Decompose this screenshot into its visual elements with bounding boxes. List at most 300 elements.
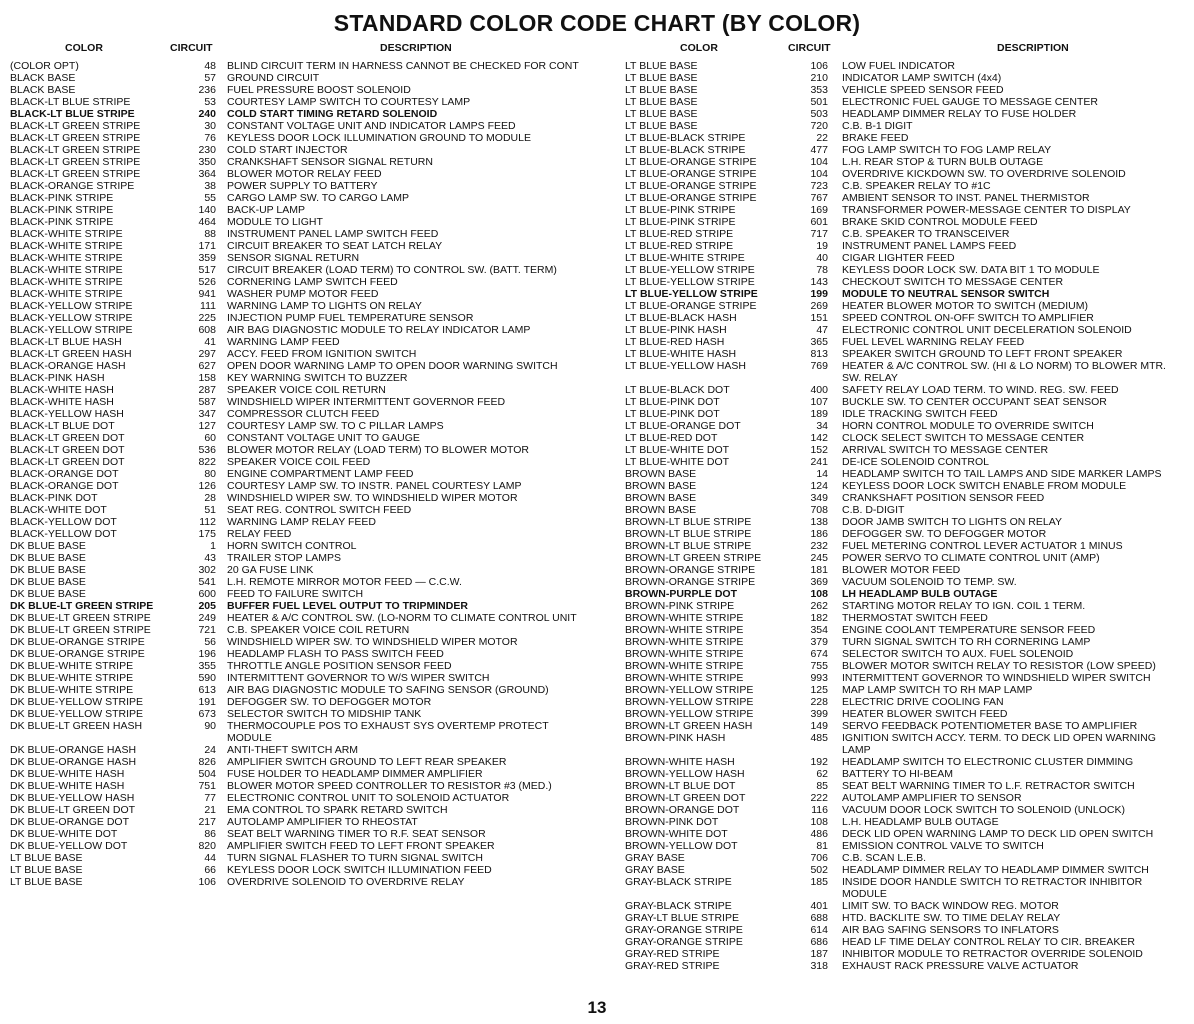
circuit-cell: 613 — [198, 684, 216, 696]
circuit-cell: 171 — [198, 240, 216, 252]
circuit-cell: 364 — [198, 168, 216, 180]
page-number: 13 — [587, 998, 607, 1017]
description-cell: BUFFER FUEL LEVEL OUTPUT TO TRIPMINDER — [227, 600, 468, 612]
table-row — [625, 480, 1185, 492]
color-cell: BLACK-LT GREEN HASH — [10, 348, 132, 360]
table-row — [625, 624, 1185, 636]
circuit-cell: 111 — [200, 300, 216, 312]
table-row — [625, 360, 1185, 384]
table-row — [625, 660, 1185, 672]
color-cell: BLACK-YELLOW HASH — [10, 408, 124, 420]
color-cell: BLACK-YELLOW STRIPE — [10, 324, 133, 336]
description-cell: AIR BAG SAFING SENSORS TO INFLATORS — [842, 924, 1059, 936]
circuit-cell: 19 — [816, 240, 828, 252]
description-cell: CIGAR LIGHTER FEED — [842, 252, 955, 264]
description-cell: ENGINE COOLANT TEMPERATURE SENSOR FEED — [842, 624, 1096, 636]
table-row — [10, 456, 595, 468]
description-cell: ANTI-THEFT SWITCH ARM — [227, 744, 359, 756]
description-cell: SEAT REG. CONTROL SWITCH FEED — [227, 504, 412, 516]
description-cell: KEYLESS DOOR LOCK ILLUMINATION GROUND TO MODULE — [227, 132, 531, 144]
circuit-cell: 196 — [198, 648, 216, 660]
description-cell: SPEAKER VOICE COIL RETURN — [227, 384, 386, 396]
circuit-cell: 822 — [198, 456, 216, 468]
description-cell: SELECTOR SWITCH TO MIDSHIP TANK — [227, 708, 422, 720]
table-row — [10, 600, 595, 612]
color-cell: DK BLUE BASE — [10, 576, 86, 588]
table-row — [10, 744, 595, 756]
table-row — [625, 960, 1185, 972]
table-row — [625, 396, 1185, 408]
description-cell: KEYLESS DOOR LOCK SWITCH ENABLE FROM MODULE — [842, 480, 1127, 492]
color-cell: LT BLUE-BLACK DOT — [625, 384, 730, 396]
table-row — [10, 564, 595, 576]
circuit-cell: 228 — [810, 696, 828, 708]
table-row — [625, 684, 1185, 696]
color-cell: BROWN BASE — [625, 492, 697, 504]
circuit-cell: 517 — [198, 264, 216, 276]
circuit-cell: 191 — [198, 696, 216, 708]
table-row — [625, 636, 1185, 648]
table-row — [625, 456, 1185, 468]
color-cell: BROWN-WHITE DOT — [625, 828, 728, 840]
circuit-cell: 175 — [198, 528, 216, 540]
color-cell: LT BLUE-ORANGE STRIPE — [625, 168, 757, 180]
circuit-cell: 601 — [810, 216, 828, 228]
description-cell: C.B. B-1 DIGIT — [842, 120, 913, 132]
color-cell: LT BLUE-ORANGE STRIPE — [625, 180, 757, 192]
description-cell: MAP LAMP SWITCH TO RH MAP LAMP — [842, 684, 1033, 696]
table-row — [625, 936, 1185, 948]
color-cell: BROWN-ORANGE STRIPE — [625, 576, 756, 588]
description-cell: FUSE HOLDER TO HEADLAMP DIMMER AMPLIFIER — [227, 768, 483, 780]
circuit-cell: 186 — [810, 528, 828, 540]
table-row — [625, 60, 1185, 72]
table-row — [10, 180, 595, 192]
description-cell: RELAY FEED — [227, 528, 292, 540]
color-cell: LT BLUE-ORANGE DOT — [625, 420, 741, 432]
circuit-cell: 674 — [810, 648, 828, 660]
color-cell: GRAY-ORANGE STRIPE — [625, 936, 743, 948]
circuit-cell: 210 — [810, 72, 828, 84]
description-cell: ELECTRIC DRIVE COOLING FAN — [842, 696, 1004, 708]
color-cell: BROWN-WHITE HASH — [625, 756, 735, 768]
table-row — [625, 864, 1185, 876]
color-cell: BROWN-WHITE STRIPE — [625, 624, 744, 636]
color-cell: GRAY-RED STRIPE — [625, 960, 720, 972]
description-cell: ELECTRONIC CONTROL UNIT DECELERATION SOLENOID — [842, 324, 1132, 336]
table-row — [625, 564, 1185, 576]
table-row — [10, 396, 595, 408]
description-cell: BRAKE FEED — [842, 132, 909, 144]
description-cell: HEATER BLOWER MOTOR TO SWITCH (MEDIUM) — [842, 300, 1088, 312]
color-cell: BROWN-WHITE STRIPE — [625, 636, 744, 648]
description-cell: DEFOGGER SW. TO DEFOGGER MOTOR — [842, 528, 1047, 540]
circuit-cell: 24 — [204, 744, 216, 756]
description-cell: CONSTANT VOLTAGE UNIT AND INDICATOR LAMPS FEED — [227, 120, 516, 132]
description-cell: L.H. HEADLAMP BULB OUTAGE — [842, 816, 999, 828]
table-row — [625, 384, 1185, 396]
description-cell: HTD. BACKLITE SW. TO TIME DELAY RELAY — [842, 912, 1061, 924]
description-cell: TURN SIGNAL FLASHER TO TURN SIGNAL SWITCH — [227, 852, 483, 864]
description-cell: WINDSHIELD WIPER SW. TO WINDSHIELD WIPER MOTOR — [227, 636, 518, 648]
color-cell: BROWN-PURPLE DOT — [625, 588, 737, 600]
description-cell: SELECTOR SWITCH TO AUX. FUEL SOLENOID — [842, 648, 1074, 660]
description-cell: COURTESY LAMP SW. TO INSTR. PANEL COURTESY LAMP — [227, 480, 522, 492]
circuit-cell: 104 — [810, 156, 828, 168]
color-cell: LT BLUE-BLACK STRIPE — [625, 132, 746, 144]
description-cell: COLD START INJECTOR — [227, 144, 348, 156]
circuit-cell: 126 — [198, 480, 216, 492]
right-column — [625, 42, 1185, 972]
color-cell: BLACK-LT GREEN DOT — [10, 456, 125, 468]
color-cell: BROWN-LT GREEN STRIPE — [625, 552, 762, 564]
right-rows — [625, 60, 1185, 972]
table-row — [10, 828, 595, 840]
description-cell: ARRIVAL SWITCH TO MESSAGE CENTER — [842, 444, 1049, 456]
description-cell: CARGO LAMP SW. TO CARGO LAMP — [227, 192, 410, 204]
color-cell: BLACK-YELLOW DOT — [10, 528, 117, 540]
description-cell: TRAILER STOP LAMPS — [227, 552, 341, 564]
circuit-cell: 347 — [198, 408, 216, 420]
description-cell: DEFOGGER SW. TO DEFOGGER MOTOR — [227, 696, 432, 708]
circuit-cell: 587 — [198, 396, 216, 408]
table-row — [10, 852, 595, 864]
color-cell: BLACK-WHITE DOT — [10, 504, 107, 516]
table-row — [10, 420, 595, 432]
circuit-cell: 608 — [198, 324, 216, 336]
table-row — [625, 84, 1185, 96]
circuit-cell: 501 — [810, 96, 828, 108]
circuit-cell: 185 — [810, 876, 828, 888]
table-row — [10, 720, 595, 744]
color-header: COLOR — [65, 42, 103, 54]
color-cell: BROWN-YELLOW STRIPE — [625, 708, 754, 720]
circuit-cell: 47 — [816, 324, 828, 336]
description-cell: AMPLIFIER SWITCH GROUND TO LEFT REAR SPEAKER — [227, 756, 507, 768]
table-row — [10, 432, 595, 444]
description-cell: INJECTION PUMP FUEL TEMPERATURE SENSOR — [227, 312, 474, 324]
color-cell: BROWN-LT BLUE DOT — [625, 780, 736, 792]
description-cell: GROUND CIRCUIT — [227, 72, 320, 84]
color-cell: BROWN BASE — [625, 468, 697, 480]
circuit-cell: 399 — [810, 708, 828, 720]
table-row — [10, 504, 595, 516]
color-cell: LT BLUE BASE — [10, 864, 83, 876]
table-row — [10, 72, 595, 84]
color-cell: DK BLUE-WHITE HASH — [10, 780, 125, 792]
color-cell: GRAY-BLACK STRIPE — [625, 900, 732, 912]
circuit-cell: 108 — [810, 816, 828, 828]
color-cell: BLACK-ORANGE STRIPE — [10, 180, 135, 192]
color-cell: BLACK-LT BLUE DOT — [10, 420, 115, 432]
table-row — [625, 672, 1185, 684]
table-row — [10, 648, 595, 660]
table-row — [10, 876, 595, 888]
color-cell: LT BLUE-RED STRIPE — [625, 228, 734, 240]
table-row — [625, 168, 1185, 180]
circuit-cell: 76 — [204, 132, 216, 144]
color-cell: DK BLUE-ORANGE DOT — [10, 816, 130, 828]
description-cell: INSIDE DOOR HANDLE SWITCH TO RETRACTOR INHIBITOR MODULE — [842, 876, 1143, 900]
description-cell: INTERMITTENT GOVERNOR TO W/S WIPER SWITCH — [227, 672, 490, 684]
table-row — [10, 372, 595, 384]
description-cell: SPEED CONTROL ON-OFF SWITCH TO AMPLIFIER — [842, 312, 1094, 324]
circuit-cell: 717 — [810, 228, 828, 240]
color-cell: BROWN-ORANGE DOT — [625, 804, 740, 816]
circuit-cell: 143 — [810, 276, 828, 288]
description-cell: SENSOR SIGNAL RETURN — [227, 252, 360, 264]
description-cell: VACUUM SOLENOID TO TEMP. SW. — [842, 576, 1017, 588]
color-cell: BROWN BASE — [625, 504, 697, 516]
circuit-cell: 151 — [810, 312, 828, 324]
circuit-cell: 688 — [810, 912, 828, 924]
table-row — [10, 204, 595, 216]
circuit-cell: 941 — [198, 288, 216, 300]
color-cell: BROWN-PINK STRIPE — [625, 600, 735, 612]
table-row — [10, 144, 595, 156]
description-cell: C.B. SCAN L.E.B. — [842, 852, 927, 864]
left-rows — [10, 60, 595, 888]
description-cell: INSTRUMENT PANEL LAMPS FEED — [842, 240, 1017, 252]
circuit-cell: 181 — [810, 564, 828, 576]
color-cell: DK BLUE-ORANGE HASH — [10, 756, 137, 768]
description-cell: FOG LAMP SWITCH TO FOG LAMP RELAY — [842, 144, 1052, 156]
color-cell: BLACK-YELLOW STRIPE — [10, 300, 133, 312]
table-row — [625, 828, 1185, 840]
circuit-cell: 769 — [810, 360, 828, 372]
color-cell: LT BLUE-WHITE STRIPE — [625, 252, 745, 264]
color-cell: BLACK-YELLOW STRIPE — [10, 312, 133, 324]
circuit-cell: 22 — [816, 132, 828, 144]
description-cell: POWER SUPPLY TO BATTERY — [227, 180, 378, 192]
circuit-cell: 353 — [810, 84, 828, 96]
description-cell: SPEAKER VOICE COIL FEED — [227, 456, 371, 468]
table-row — [10, 240, 595, 252]
circuit-cell: 169 — [810, 204, 828, 216]
description-cell: WARNING LAMP FEED — [227, 336, 340, 348]
table-row — [625, 228, 1185, 240]
table-row — [10, 816, 595, 828]
color-cell: LT BLUE BASE — [625, 60, 698, 72]
circuit-cell: 723 — [810, 180, 828, 192]
circuit-cell: 217 — [198, 816, 216, 828]
color-cell: DK BLUE-LT GREEN DOT — [10, 804, 136, 816]
description-cell: DE-ICE SOLENOID CONTROL — [842, 456, 990, 468]
description-cell: HEATER & A/C CONTROL SW. (HI & LO NORM) TO BLOWER MTR. SW. RELAY — [842, 360, 1166, 384]
circuit-cell: 401 — [810, 900, 828, 912]
circuit-cell: 485 — [810, 732, 828, 744]
circuit-cell: 369 — [810, 576, 828, 588]
color-cell: DK BLUE-YELLOW STRIPE — [10, 696, 144, 708]
description-cell: FUEL PRESSURE BOOST SOLENOID — [227, 84, 411, 96]
color-cell: BLACK-LT GREEN DOT — [10, 444, 125, 456]
table-row — [625, 696, 1185, 708]
description-cell: C.B. D-DIGIT — [842, 504, 905, 516]
table-row — [625, 252, 1185, 264]
circuit-cell: 57 — [204, 72, 216, 84]
description-cell: HEADLAMP FLASH TO PASS SWITCH FEED — [227, 648, 444, 660]
description-cell: HEATER & A/C CONTROL SW. (LO-NORM TO CLIMATE CONTROL UNIT — [227, 612, 577, 624]
circuit-cell: 706 — [810, 852, 828, 864]
circuit-cell: 112 — [199, 516, 216, 528]
description-cell: FEED TO FAILURE SWITCH — [227, 588, 364, 600]
description-cell: SERVO FEEDBACK POTENTIOMETER BASE TO AMPLIFIER — [842, 720, 1138, 732]
color-cell: LT BLUE BASE — [10, 876, 83, 888]
description-cell: WARNING LAMP RELAY FEED — [227, 516, 376, 528]
circuit-cell: 230 — [198, 144, 216, 156]
color-cell: BLACK-LT GREEN STRIPE — [10, 120, 141, 132]
description-cell: HEAD LF TIME DELAY CONTROL RELAY TO CIR. BREAKER — [842, 936, 1135, 948]
table-row — [625, 924, 1185, 936]
table-row — [625, 132, 1185, 144]
table-row — [625, 264, 1185, 276]
color-cell: LT BLUE-PINK DOT — [625, 396, 720, 408]
circuit-cell: 90 — [204, 720, 216, 732]
circuit-cell: 158 — [198, 372, 216, 384]
table-row — [10, 168, 595, 180]
description-cell: COMPRESSOR CLUTCH FEED — [227, 408, 380, 420]
circuit-cell: 686 — [810, 936, 828, 948]
table-row — [10, 684, 595, 696]
circuit-cell: 108 — [810, 588, 828, 600]
circuit-cell: 504 — [198, 768, 216, 780]
circuit-cell: 755 — [810, 660, 828, 672]
color-cell: DK BLUE BASE — [10, 540, 86, 552]
color-cell: BLACK-PINK HASH — [10, 372, 105, 384]
table-row — [10, 156, 595, 168]
description-cell: AIR BAG DIAGNOSTIC MODULE TO RELAY INDICATOR LAMP — [227, 324, 531, 336]
color-cell: LT BLUE-YELLOW HASH — [625, 360, 746, 372]
description-cell: LOW FUEL INDICATOR — [842, 60, 955, 72]
color-cell: BLACK-WHITE HASH — [10, 396, 114, 408]
color-cell: LT BLUE BASE — [625, 120, 698, 132]
circuit-cell: 993 — [810, 672, 828, 684]
circuit-header: CIRCUIT — [170, 42, 213, 54]
description-cell: INDICATOR LAMP SWITCH (4x4) — [842, 72, 1002, 84]
table-row — [625, 72, 1185, 84]
circuit-cell: 359 — [198, 252, 216, 264]
color-cell: BLACK-WHITE STRIPE — [10, 240, 123, 252]
color-cell: GRAY BASE — [625, 864, 685, 876]
circuit-cell: 81 — [816, 840, 828, 852]
color-cell: LT BLUE-PINK DOT — [625, 408, 720, 420]
description-cell: WINDSHIELD WIPER INTERMITTENT GOVERNOR FEED — [227, 396, 506, 408]
color-cell: BLACK-ORANGE DOT — [10, 480, 119, 492]
table-row — [625, 648, 1185, 660]
description-cell: CRANKSHAFT SENSOR SIGNAL RETURN — [227, 156, 433, 168]
description-cell: DOOR JAMB SWITCH TO LIGHTS ON RELAY — [842, 516, 1062, 528]
circuit-cell: 503 — [810, 108, 828, 120]
circuit-cell: 721 — [198, 624, 216, 636]
description-cell: LH HEADLAMP BULB OUTAGE — [842, 588, 998, 600]
circuit-cell: 526 — [198, 276, 216, 288]
description-cell: L.H. REMOTE MIRROR MOTOR FEED — C.C.W. — [227, 576, 462, 588]
circuit-cell: 182 — [810, 612, 828, 624]
circuit-cell: 365 — [810, 336, 828, 348]
description-cell: VACUUM DOOR LOCK SWITCH TO SOLENOID (UNLOCK) — [842, 804, 1125, 816]
table-row — [10, 696, 595, 708]
description-cell: OVERDRIVE KICKDOWN SW. TO OVERDRIVE SOLENOID — [842, 168, 1126, 180]
table-row — [625, 600, 1185, 612]
color-cell: GRAY-LT BLUE STRIPE — [625, 912, 739, 924]
description-cell: HEADLAMP DIMMER RELAY TO HEADLAMP DIMMER SWITCH — [842, 864, 1149, 876]
description-cell: CIRCUIT BREAKER TO SEAT LATCH RELAY — [227, 240, 443, 252]
description-cell: TURN SIGNAL SWITCH TO RH CORNERING LAMP — [842, 636, 1091, 648]
table-row — [10, 624, 595, 636]
description-cell: KEYLESS DOOR LOCK SWITCH ILLUMINATION FEED — [227, 864, 492, 876]
circuit-cell: 205 — [198, 600, 216, 612]
table-row — [10, 672, 595, 684]
table-row — [625, 900, 1185, 912]
description-cell: HEADLAMP SWITCH TO TAIL LAMPS AND SIDE MARKER LAMPS — [842, 468, 1162, 480]
table-row — [10, 540, 595, 552]
circuit-cell: 379 — [810, 636, 828, 648]
table-row — [625, 120, 1185, 132]
table-row — [625, 528, 1185, 540]
description-cell: STARTING MOTOR RELAY TO IGN. COIL 1 TERM. — [842, 600, 1086, 612]
color-cell: BROWN-ORANGE STRIPE — [625, 564, 756, 576]
table-row — [625, 816, 1185, 828]
table-row — [10, 108, 595, 120]
description-cell: FUEL METERING CONTROL LEVER ACTUATOR 1 MINUS — [842, 540, 1123, 552]
description-cell: CRANKSHAFT POSITION SENSOR FEED — [842, 492, 1045, 504]
color-cell: BLACK-WHITE HASH — [10, 384, 114, 396]
table-row — [625, 240, 1185, 252]
color-cell: GRAY BASE — [625, 852, 685, 864]
table-row — [10, 792, 595, 804]
description-cell: INTERMITTENT GOVERNOR TO WINDSHIELD WIPER SWITCH — [842, 672, 1151, 684]
color-cell: DK BLUE BASE — [10, 588, 86, 600]
description-cell: KEYLESS DOOR LOCK SW. DATA BIT 1 TO MODULE — [842, 264, 1100, 276]
circuit-cell: 28 — [204, 492, 216, 504]
circuit-cell: 222 — [810, 792, 828, 804]
color-cell: LT BLUE-ORANGE STRIPE — [625, 300, 757, 312]
color-cell: DK BLUE-ORANGE STRIPE — [10, 648, 145, 660]
table-row — [625, 324, 1185, 336]
circuit-cell: 541 — [198, 576, 216, 588]
circuit-cell: 590 — [198, 672, 216, 684]
description-cell: BATTERY TO HI-BEAM — [842, 768, 954, 780]
table-row — [625, 156, 1185, 168]
circuit-cell: 140 — [198, 204, 216, 216]
description-cell: L.H. REAR STOP & TURN BULB OUTAGE — [842, 156, 1044, 168]
circuit-cell: 14 — [816, 468, 828, 480]
circuit-cell: 269 — [810, 300, 828, 312]
circuit-cell: 80 — [204, 468, 216, 480]
color-cell: BLACK-ORANGE DOT — [10, 468, 119, 480]
color-cell: LT BLUE-YELLOW STRIPE — [625, 276, 755, 288]
description-cell: IGNITION SWITCH ACCY. TERM. TO DECK LID OPEN WARNING LAMP — [842, 732, 1156, 756]
color-cell: BROWN-LT BLUE STRIPE — [625, 540, 752, 552]
table-row — [625, 180, 1185, 192]
circuit-cell: 536 — [198, 444, 216, 456]
color-cell: DK BLUE-YELLOW STRIPE — [10, 708, 144, 720]
circuit-cell: 48 — [204, 60, 216, 72]
description-cell: SPEAKER SWITCH GROUND TO LEFT FRONT SPEAKER — [842, 348, 1123, 360]
description-cell: IDLE TRACKING SWITCH FEED — [842, 408, 998, 420]
circuit-cell: 354 — [810, 624, 828, 636]
table-row — [625, 348, 1185, 360]
table-row — [625, 852, 1185, 864]
circuit-cell: 125 — [810, 684, 828, 696]
color-cell: BLACK-LT BLUE STRIPE — [10, 108, 135, 120]
table-row — [625, 144, 1185, 156]
table-row — [10, 84, 595, 96]
color-cell: LT BLUE-RED STRIPE — [625, 240, 734, 252]
table-row — [625, 552, 1185, 564]
table-row — [10, 96, 595, 108]
circuit-cell: 349 — [810, 492, 828, 504]
